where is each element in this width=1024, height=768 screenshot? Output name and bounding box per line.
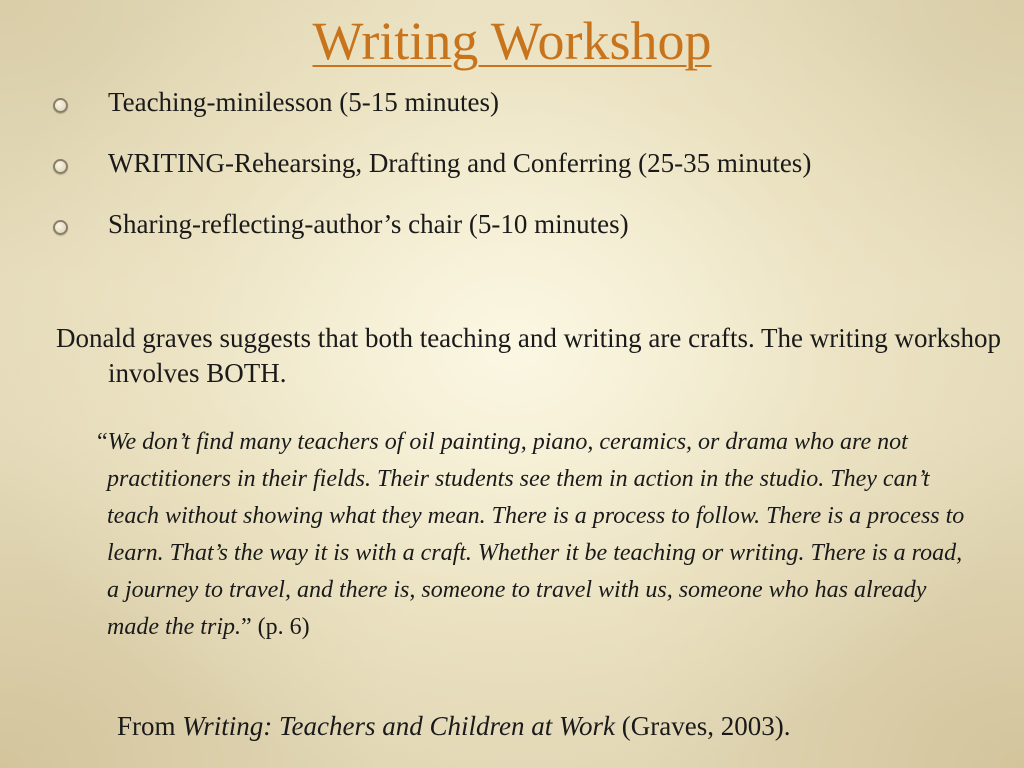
quote-citation: (p. 6) [251,614,310,640]
bullet-item [52,208,952,241]
bullet-text: Sharing-reflecting-author’s chair (5-10 minutes) [108,209,629,239]
bullet-item [52,86,952,119]
bullet-text: WRITING-Rehearsing, Drafting and Conferring (25-35 minutes) [108,148,812,178]
source-book-title: Writing: Teachers and Children at Work [182,711,616,741]
bullet-list [52,86,952,269]
circle-bullet-icon [53,98,68,113]
source-line [117,708,977,744]
graves-quote [97,424,967,646]
circle-bullet-icon [53,159,68,174]
circle-bullet-icon [53,220,68,235]
slide-title: Writing Workshop [312,11,712,71]
quote-text: We don’t find many teachers of oil painting, piano, ceramics, or drama who are not practitioners in their fields. Their students see them in action in the studio. They can’t teach without showing what they mean. There is a process to follow. There is a process to learn. That’s the way it is with a craft. Whether it be teaching or writing. There is a road, a journey to travel, and there is, someone to travel with us, someone who has already made the trip. [107,429,965,640]
quote-open-mark: “ [97,429,108,455]
bullet-item [52,147,952,180]
quote-close-mark: ” [240,614,252,640]
source-prefix: From [117,711,183,741]
bullet-text: Teaching-minilesson (5-15 minutes) [108,87,500,117]
source-suffix: (Graves, 2003). [615,711,791,741]
graves-statement: Donald graves suggests that both teaching and writing are crafts. The writing workshop involves BOTH. [56,323,1002,388]
